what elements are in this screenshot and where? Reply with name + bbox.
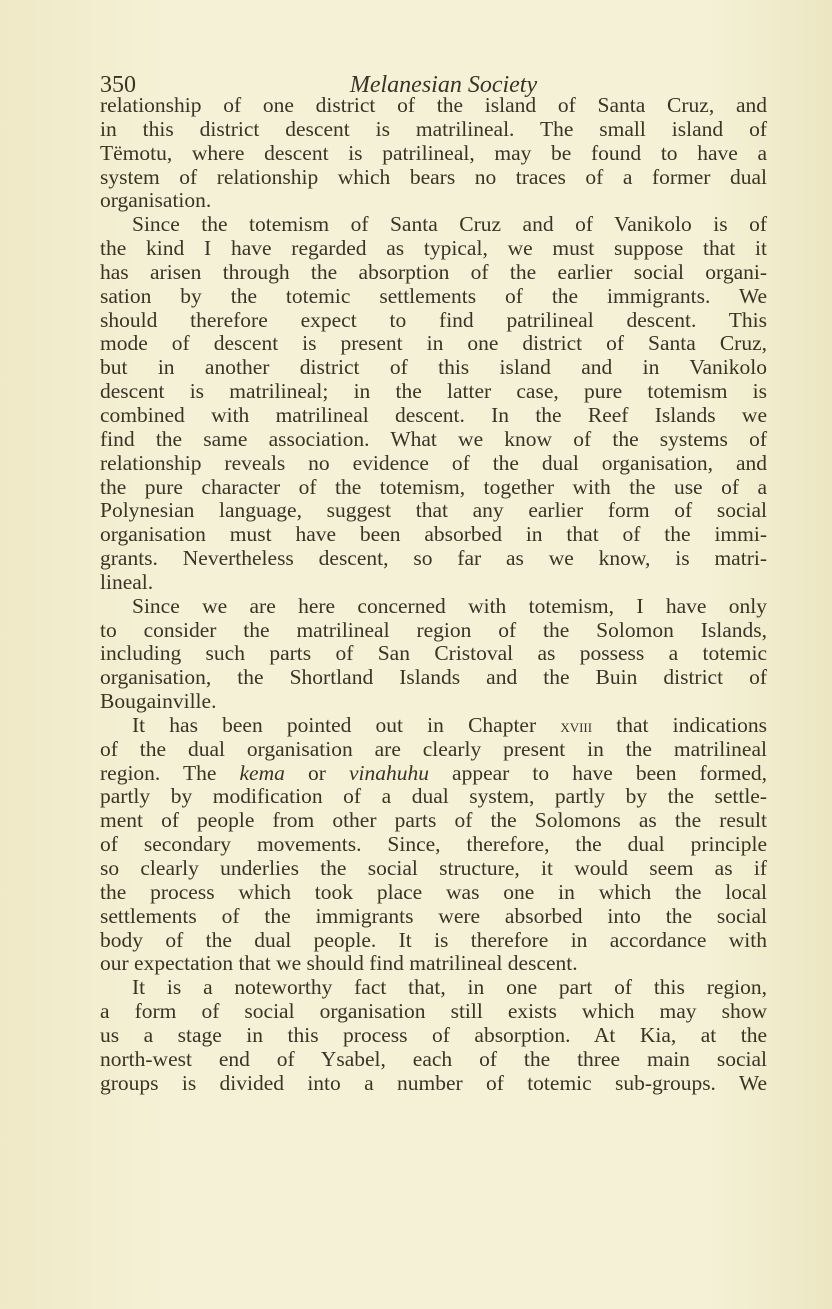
text-line bbox=[100, 929, 767, 953]
text-segment: Since we are here concerned with totemism, I have only bbox=[132, 593, 767, 618]
text-segment: It is a noteworthy fact that, in one part of this region, bbox=[132, 975, 767, 1000]
text-line bbox=[100, 452, 767, 476]
text-line bbox=[100, 1048, 767, 1072]
text-segment: settlements of the immigrants were absorbed into the social bbox=[100, 903, 767, 928]
text-line bbox=[100, 428, 767, 452]
text-line bbox=[100, 571, 767, 595]
text-line bbox=[100, 905, 767, 929]
text-segment: has arisen through the absorption of the earlier social organi- bbox=[100, 259, 767, 284]
text-segment: the kind I have regarded as typical, we must suppose that it bbox=[100, 236, 767, 261]
text-line bbox=[100, 785, 767, 809]
text-segment: appear to have been formed, bbox=[428, 760, 767, 785]
text-line bbox=[100, 94, 767, 118]
text-segment: Since the totemism of Santa Cruz and of Vanikolo is of bbox=[132, 212, 767, 237]
text-line bbox=[100, 142, 767, 166]
text-line bbox=[100, 404, 767, 428]
text-line bbox=[100, 261, 767, 285]
text-line bbox=[100, 332, 767, 356]
text-segment: or bbox=[284, 760, 349, 785]
text-segment: Polynesian language, suggest that any earlier form of social bbox=[100, 498, 767, 523]
text-segment: of the dual organisation are clearly present in the matrilineal bbox=[100, 736, 767, 761]
text-line bbox=[100, 619, 767, 643]
text-segment: lineal. bbox=[100, 569, 154, 594]
text-segment: mode of descent is present in one district of Santa Cruz, bbox=[100, 331, 767, 356]
text-segment: should therefore expect to find patrilineal descent. This bbox=[100, 307, 767, 332]
text-line bbox=[100, 642, 767, 666]
text-segment: the pure character of the totemism, together with the use of a bbox=[100, 474, 767, 499]
text-line bbox=[100, 237, 767, 261]
text-line bbox=[100, 499, 767, 523]
body-text bbox=[100, 94, 767, 1095]
text-line bbox=[100, 118, 767, 142]
text-line bbox=[100, 189, 767, 213]
text-line bbox=[100, 213, 767, 237]
text-segment: including such parts of San Cristoval as possess a totemic bbox=[100, 641, 767, 666]
text-line bbox=[100, 666, 767, 690]
text-segment: our expectation that we should find matrilineal descent. bbox=[100, 951, 578, 976]
italic-term: kema bbox=[239, 760, 285, 785]
text-segment: in this district descent is matrilineal. The small island of bbox=[100, 116, 767, 141]
text-line bbox=[100, 833, 767, 857]
text-line bbox=[100, 952, 767, 976]
text-segment: organisation must have been absorbed in that of the immi- bbox=[100, 522, 767, 547]
text-line bbox=[100, 762, 767, 786]
small-caps-numeral: xviii bbox=[560, 715, 593, 736]
text-line bbox=[100, 1072, 767, 1096]
text-segment: groups is divided into a number of totemic sub-groups. We bbox=[100, 1070, 767, 1095]
text-segment: Bougainville. bbox=[100, 689, 217, 714]
text-segment: to consider the matrilineal region of the Solomon Islands, bbox=[100, 617, 767, 642]
text-line bbox=[100, 547, 767, 571]
text-segment: relationship of one district of the island of Santa Cruz, and bbox=[100, 93, 767, 117]
text-segment: system of relationship which bears no traces of a former dual bbox=[100, 164, 767, 189]
text-line bbox=[100, 523, 767, 547]
text-line bbox=[100, 714, 767, 738]
running-title: Melanesian Society bbox=[349, 72, 538, 98]
text-segment: region. The bbox=[100, 760, 240, 785]
text-segment: of secondary movements. Since, therefore, the dual principle bbox=[100, 832, 767, 857]
text-segment: the process which took place was one in which the local bbox=[100, 879, 767, 904]
text-line bbox=[100, 1000, 767, 1024]
text-line bbox=[100, 690, 767, 714]
text-segment: but in another district of this island and in Vanikolo bbox=[100, 355, 767, 380]
text-line bbox=[100, 380, 767, 404]
text-segment: that indications bbox=[592, 712, 768, 737]
text-line bbox=[100, 1024, 767, 1048]
text-segment: organisation. bbox=[100, 188, 212, 213]
text-line bbox=[100, 166, 767, 190]
italic-term: vinahuhu bbox=[348, 760, 429, 785]
text-line bbox=[100, 881, 767, 905]
text-segment: combined with matrilineal descent. In the Reef Islands we bbox=[100, 402, 767, 427]
text-segment: partly by modification of a dual system, partly by the settle- bbox=[100, 784, 767, 809]
text-segment: ment of people from other parts of the Solomons as the result bbox=[100, 808, 767, 833]
text-segment: body of the dual people. It is therefore in accordance with bbox=[100, 927, 767, 952]
text-line bbox=[100, 595, 767, 619]
text-line bbox=[100, 809, 767, 833]
text-line bbox=[100, 309, 767, 333]
text-segment: a form of social organisation still exists which may show bbox=[100, 999, 767, 1024]
text-line bbox=[100, 738, 767, 762]
text-segment: Tëmotu, where descent is patrilineal, may be found to have a bbox=[100, 140, 767, 165]
text-segment: find the same association. What we know of the systems of bbox=[100, 426, 767, 451]
text-line bbox=[100, 857, 767, 881]
text-segment: descent is matrilineal; in the latter case, pure totemism is bbox=[100, 379, 767, 404]
text-line bbox=[100, 476, 767, 500]
page-number: 350 bbox=[100, 72, 136, 98]
text-segment: north-west end of Ysabel, each of the three main social bbox=[100, 1046, 767, 1071]
text-line bbox=[100, 285, 767, 309]
text-segment: organisation, the Shortland Islands and the Buin district of bbox=[100, 665, 767, 690]
text-segment: relationship reveals no evidence of the dual organisation, and bbox=[100, 450, 767, 475]
text-segment: us a stage in this process of absorption. At Kia, at the bbox=[100, 1022, 767, 1047]
text-segment: It has been pointed out in Chapter bbox=[132, 712, 561, 737]
text-line bbox=[100, 356, 767, 380]
text-segment: so clearly underlies the social structure, it would seem as if bbox=[100, 856, 767, 880]
text-line bbox=[100, 976, 767, 1000]
text-segment: grants. Nevertheless descent, so far as we know, is matri- bbox=[100, 546, 767, 571]
text-segment: sation by the totemic settlements of the immigrants. We bbox=[100, 283, 767, 308]
